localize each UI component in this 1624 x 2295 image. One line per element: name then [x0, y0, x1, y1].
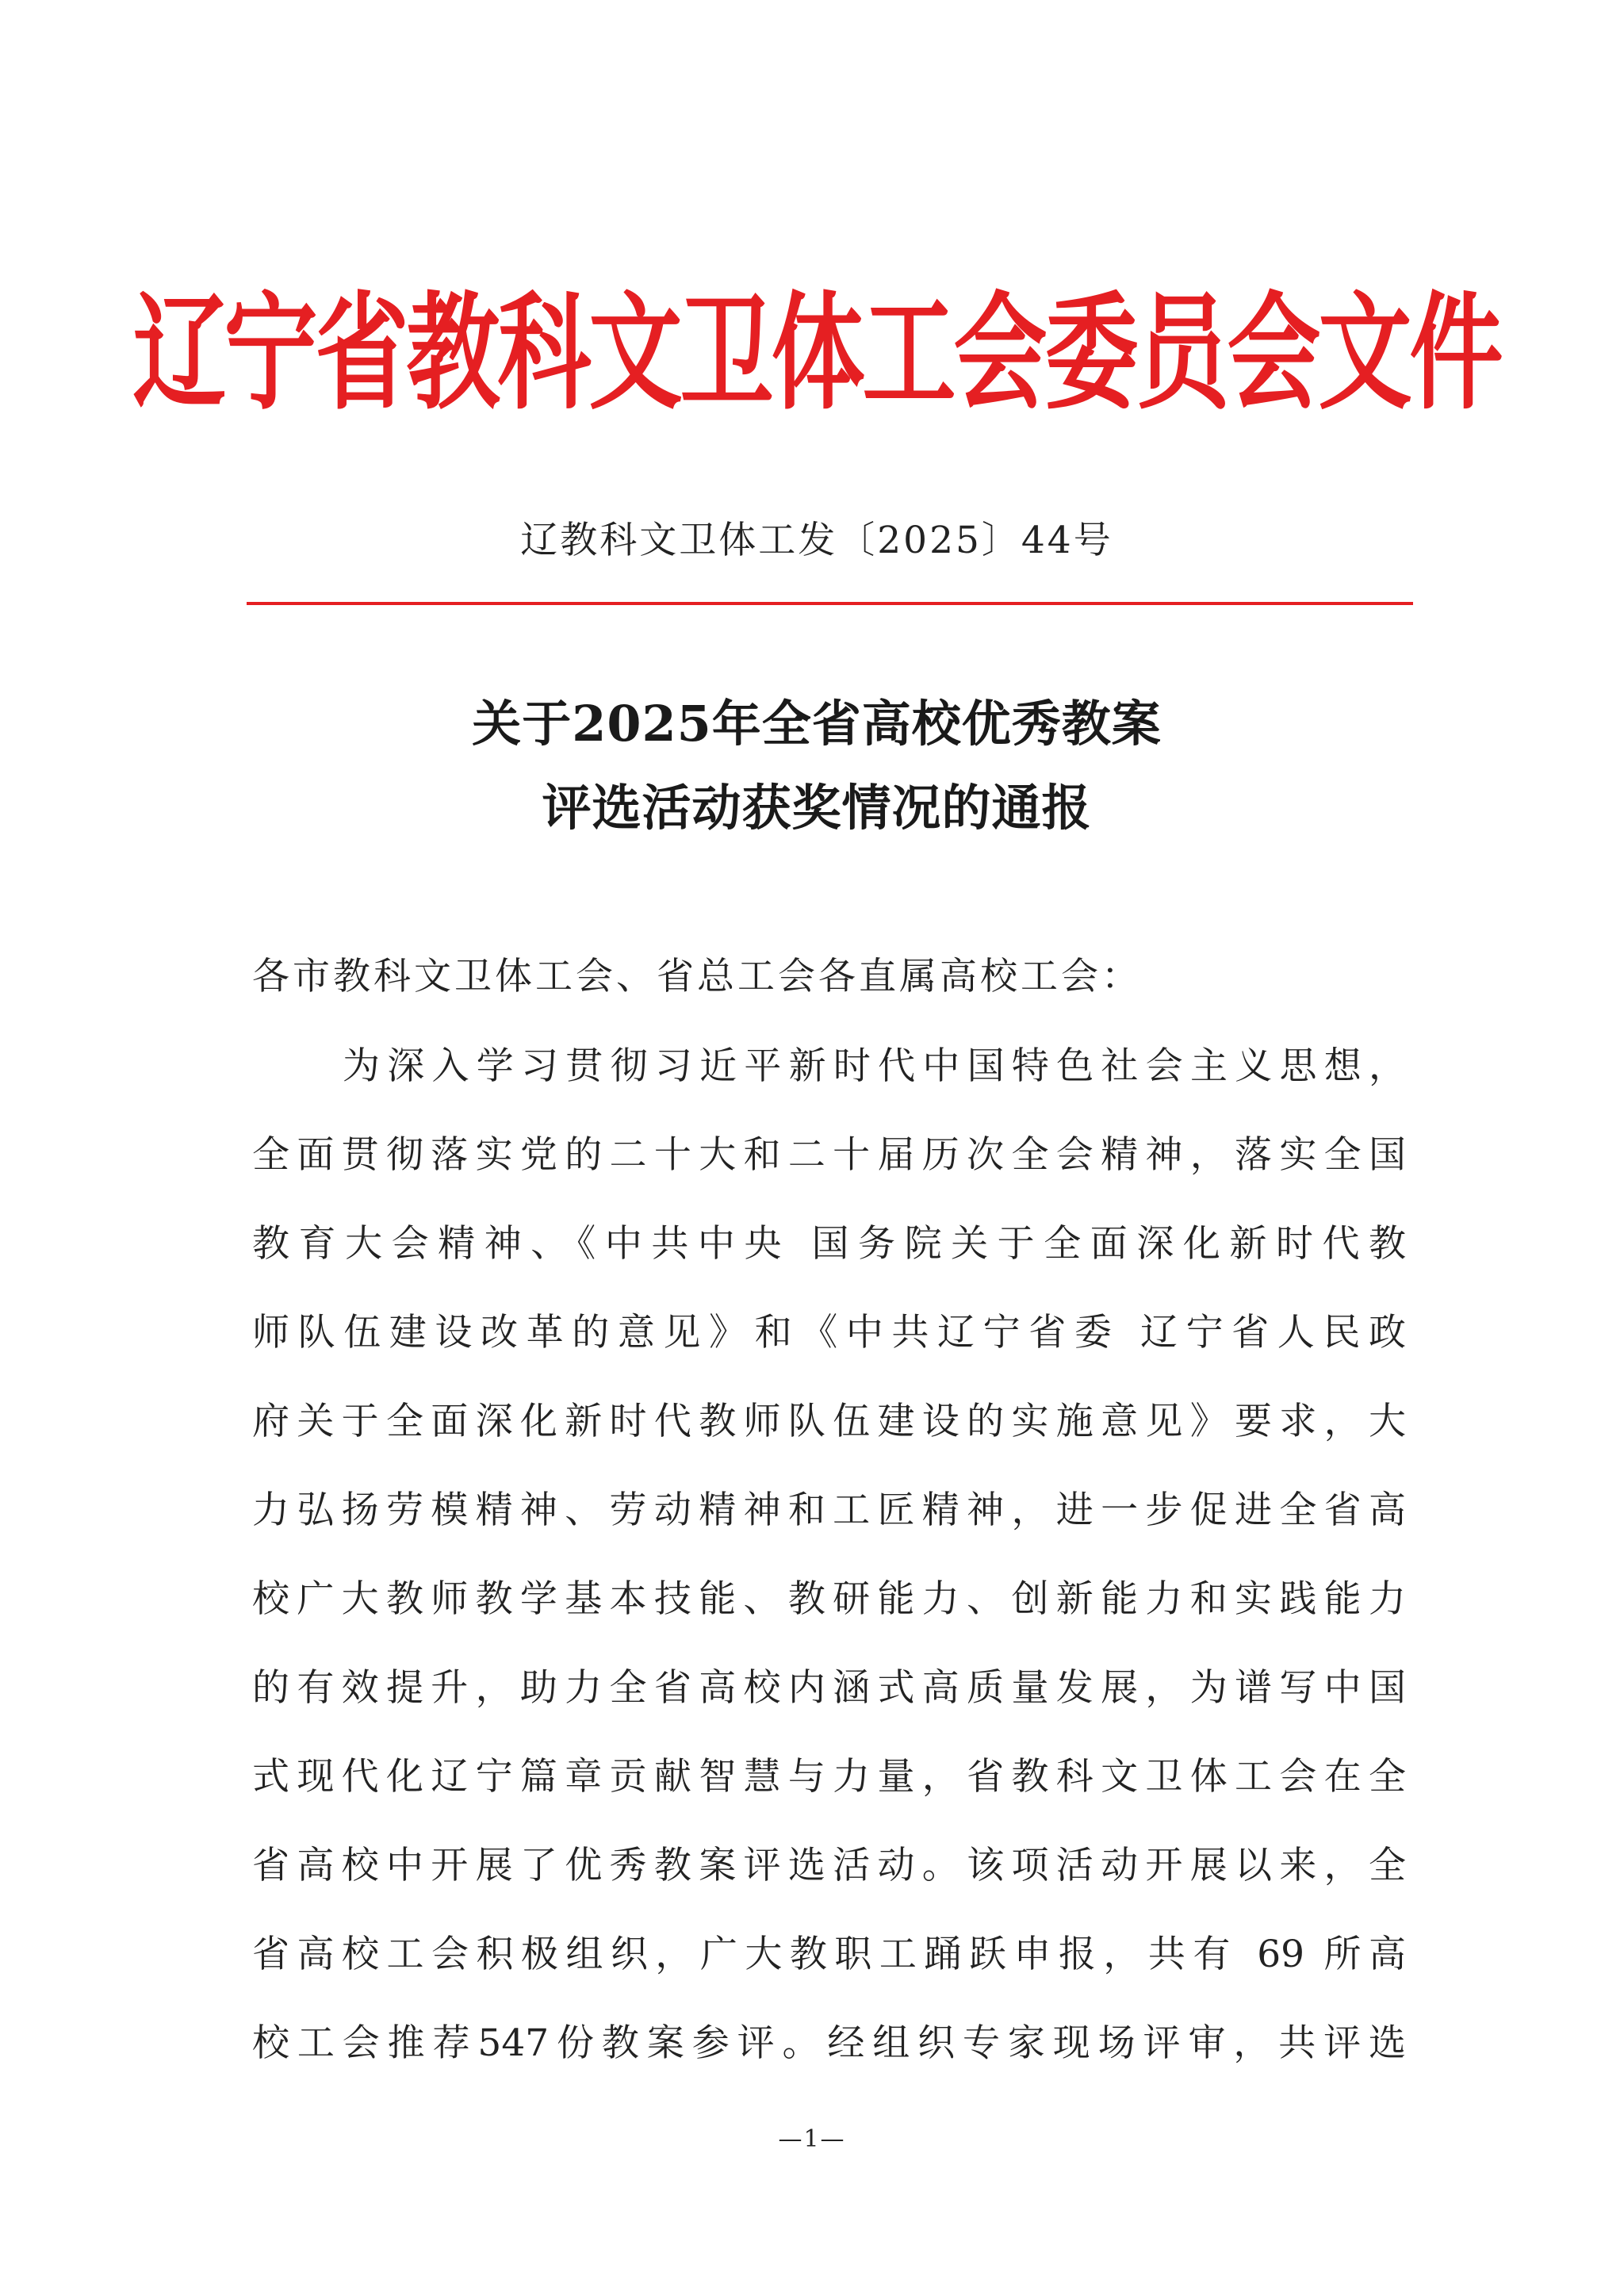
notice-title-line-2: 评选活动获奖情况的通报: [542, 779, 1092, 837]
body-line-8: 的有效提升，助力全省高校内涵式高质量发展，为谱写中国: [252, 1666, 1406, 1710]
recipient-line: 各市教科文卫体工会、省总工会各直属高校工会：: [252, 955, 1142, 998]
body-line-11: 省高校工会积极组织，广大教职工踊跃申报，共有 69 所高: [252, 1933, 1406, 1976]
body-line-5: 府关于全面深化新时代教师队伍建设的实施意见》要求，大: [252, 1400, 1406, 1443]
body-line-12: 校工会推荐547份教案参评。经组织专家现场评审，共评选: [252, 2021, 1406, 2065]
page-number: —1—: [778, 2125, 846, 2153]
body-line-7: 校广大教师教学基本技能、教研能力、创新能力和实践能力: [252, 1577, 1406, 1621]
notice-title-line-1: 关于2025年全省高校优秀教案: [472, 695, 1162, 753]
body-line-2: 全面贯彻落实党的二十大和二十届历次全会精神，落实全国: [252, 1133, 1406, 1177]
document-header-title: 辽宁省教科文卫体工会委员会文件: [132, 278, 1501, 427]
notice-title: [238, 682, 1396, 850]
body-line-3: 教育大会精神、《中共中央 国务院关于全面深化新时代教: [252, 1222, 1406, 1266]
body-line-10: 省高校中开展了优秀教案评选活动。该项活动开展以来，全: [252, 1844, 1406, 1887]
body-line-6: 力弘扬劳模精神、劳动精神和工匠精神，进一步促进全省高: [252, 1488, 1406, 1532]
document-number: 辽教科文卫体工发〔2025〕44号: [520, 518, 1113, 562]
body-line-1: 为深入学习贯彻习近平新时代中国特色社会主义思想，: [343, 1044, 1406, 1088]
body-line-4: 师队伍建设改革的意见》和《中共辽宁省委 辽宁省人民政: [252, 1311, 1406, 1354]
body-line-9: 式现代化辽宁篇章贡献智慧与力量，省教科文卫体工会在全: [252, 1755, 1406, 1799]
red-header-divider: [247, 602, 1413, 605]
